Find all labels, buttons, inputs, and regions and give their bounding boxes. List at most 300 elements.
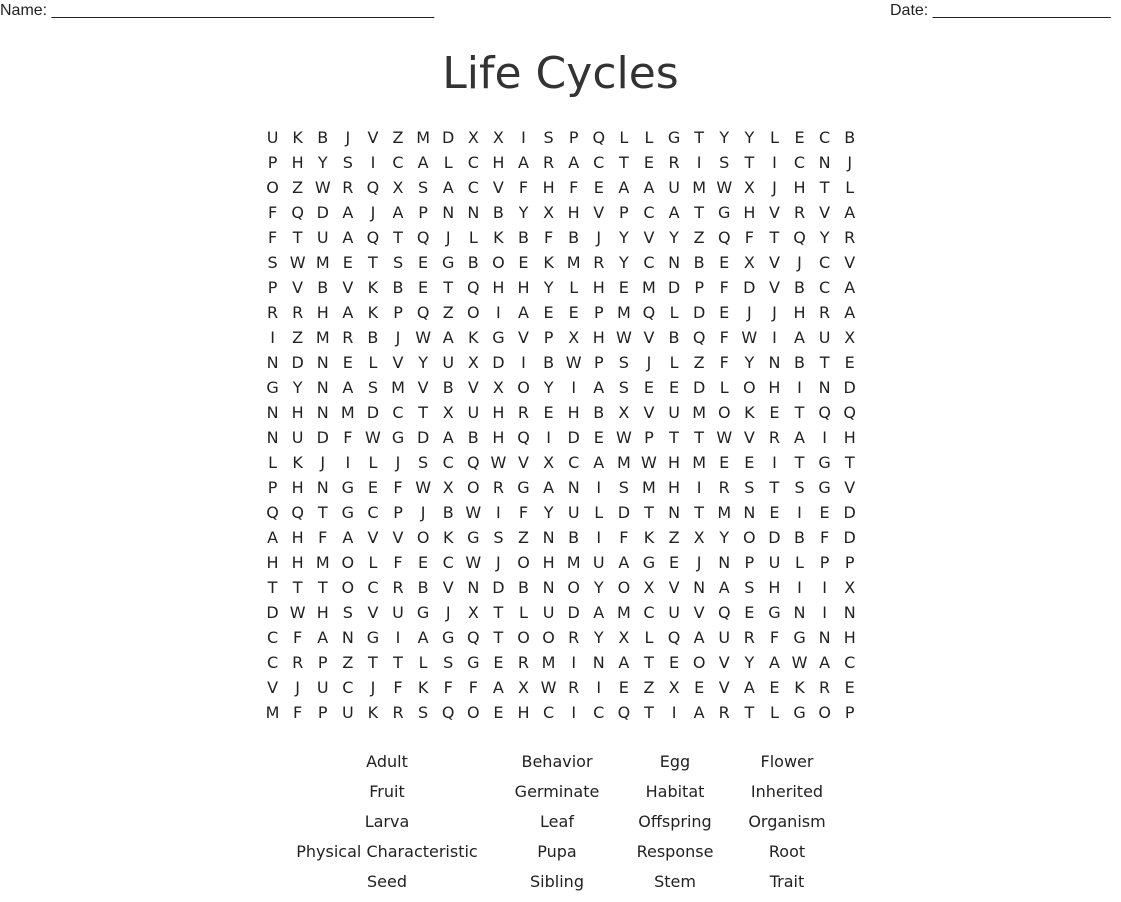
grid-cell[interactable]: B: [467, 253, 479, 272]
grid-cell[interactable]: B: [844, 128, 856, 147]
grid-cell[interactable]: O: [743, 528, 756, 547]
grid-cell[interactable]: D: [492, 578, 505, 597]
grid-cell[interactable]: H: [291, 478, 304, 497]
grid-cell[interactable]: D: [366, 403, 380, 422]
grid-cell[interactable]: U: [467, 403, 480, 422]
grid-cell[interactable]: R: [718, 478, 730, 497]
grid-cell[interactable]: P: [393, 303, 403, 322]
grid-cell[interactable]: J: [445, 603, 451, 622]
grid-cell[interactable]: B: [442, 503, 454, 522]
grid-cell[interactable]: T: [819, 353, 830, 372]
grid-cell[interactable]: H: [542, 178, 555, 197]
grid-cell[interactable]: J: [420, 503, 426, 522]
grid-cell[interactable]: I: [496, 503, 501, 522]
grid-cell[interactable]: Z: [643, 678, 655, 697]
grid-cell[interactable]: R: [568, 628, 580, 647]
grid-cell[interactable]: K: [292, 128, 303, 147]
grid-cell[interactable]: B: [417, 578, 429, 597]
grid-cell[interactable]: T: [618, 153, 629, 172]
grid-cell[interactable]: F: [393, 478, 403, 497]
grid-cell[interactable]: E: [719, 253, 730, 272]
grid-cell[interactable]: A: [668, 203, 680, 222]
grid-cell[interactable]: Y: [719, 528, 730, 547]
grid-cell[interactable]: N: [266, 353, 279, 372]
grid-cell[interactable]: L: [569, 278, 579, 297]
grid-cell[interactable]: X: [442, 478, 454, 497]
grid-cell[interactable]: R: [568, 678, 580, 697]
grid-cell[interactable]: W: [415, 478, 432, 497]
grid-cell[interactable]: E: [543, 303, 554, 322]
grid-cell[interactable]: Q: [467, 278, 480, 297]
grid-cell[interactable]: Y: [719, 128, 730, 147]
grid-cell[interactable]: D: [843, 503, 856, 522]
grid-cell[interactable]: B: [668, 328, 680, 347]
grid-cell[interactable]: A: [267, 528, 279, 547]
grid-cell[interactable]: L: [669, 303, 679, 322]
grid-cell[interactable]: I: [772, 453, 777, 472]
grid-cell[interactable]: S: [744, 578, 755, 597]
grid-cell[interactable]: I: [596, 528, 602, 547]
grid-cell[interactable]: C: [793, 153, 806, 172]
grid-cell[interactable]: J: [797, 253, 802, 272]
grid-cell[interactable]: H: [517, 703, 530, 722]
grid-cell[interactable]: B: [317, 128, 329, 147]
grid-cell[interactable]: K: [493, 228, 504, 247]
grid-cell[interactable]: A: [518, 303, 529, 322]
grid-cell[interactable]: E: [769, 503, 780, 522]
grid-cell[interactable]: E: [668, 553, 680, 572]
grid-cell[interactable]: A: [844, 203, 856, 222]
grid-cell[interactable]: X: [518, 678, 529, 697]
grid-cell[interactable]: D: [843, 378, 856, 397]
grid-cell[interactable]: E: [618, 278, 629, 297]
grid-cell[interactable]: C: [467, 178, 479, 197]
grid-cell[interactable]: U: [392, 603, 404, 622]
grid-cell[interactable]: N: [467, 578, 480, 597]
grid-cell[interactable]: X: [618, 628, 630, 647]
grid-cell[interactable]: O: [717, 403, 731, 422]
grid-cell[interactable]: R: [844, 228, 856, 247]
grid-cell[interactable]: W: [641, 453, 657, 472]
grid-cell[interactable]: R: [266, 303, 279, 322]
grid-cell[interactable]: T: [393, 228, 403, 247]
grid-cell[interactable]: F: [719, 353, 729, 372]
grid-cell[interactable]: R: [819, 678, 831, 697]
grid-cell[interactable]: R: [543, 153, 555, 172]
grid-cell[interactable]: P: [568, 128, 579, 147]
grid-cell[interactable]: I: [546, 428, 551, 447]
grid-cell[interactable]: M: [642, 478, 656, 497]
grid-cell[interactable]: H: [316, 603, 329, 622]
grid-cell[interactable]: T: [368, 653, 378, 672]
grid-cell[interactable]: O: [567, 578, 580, 597]
grid-cell[interactable]: V: [718, 653, 730, 672]
grid-cell[interactable]: Q: [416, 303, 430, 322]
grid-cell[interactable]: P: [393, 503, 403, 522]
grid-cell[interactable]: A: [618, 653, 630, 672]
grid-cell[interactable]: H: [592, 278, 605, 297]
grid-cell[interactable]: B: [794, 353, 805, 372]
grid-cell[interactable]: O: [416, 528, 430, 547]
grid-cell[interactable]: Y: [593, 578, 604, 597]
grid-cell[interactable]: O: [467, 303, 480, 322]
grid-cell[interactable]: E: [719, 303, 730, 322]
grid-cell[interactable]: W: [465, 553, 482, 572]
grid-cell[interactable]: D: [316, 428, 329, 447]
grid-cell[interactable]: K: [794, 678, 805, 697]
grid-cell[interactable]: J: [345, 128, 351, 147]
grid-cell[interactable]: A: [718, 578, 730, 597]
grid-cell[interactable]: W: [415, 328, 432, 347]
grid-cell[interactable]: T: [769, 478, 780, 497]
grid-cell[interactable]: L: [268, 453, 277, 472]
grid-cell[interactable]: A: [844, 303, 856, 322]
grid-cell[interactable]: H: [291, 553, 304, 572]
grid-cell[interactable]: M: [692, 453, 707, 472]
grid-cell[interactable]: M: [616, 453, 631, 472]
grid-cell[interactable]: I: [571, 378, 577, 397]
grid-cell[interactable]: M: [616, 303, 631, 322]
grid-cell[interactable]: M: [315, 328, 330, 347]
grid-cell[interactable]: G: [818, 478, 831, 497]
grid-cell[interactable]: I: [370, 153, 376, 172]
grid-cell[interactable]: D: [316, 203, 329, 222]
grid-cell[interactable]: G: [642, 553, 656, 572]
grid-cell[interactable]: O: [266, 178, 279, 197]
grid-cell[interactable]: R: [492, 478, 504, 497]
grid-cell[interactable]: X: [618, 403, 630, 422]
grid-cell[interactable]: N: [818, 153, 831, 172]
grid-cell[interactable]: T: [769, 228, 780, 247]
grid-cell[interactable]: V: [844, 253, 856, 272]
grid-cell[interactable]: I: [345, 453, 351, 472]
grid-cell[interactable]: P: [819, 553, 830, 572]
grid-cell[interactable]: G: [391, 428, 405, 447]
grid-cell[interactable]: L: [769, 703, 779, 722]
grid-cell[interactable]: L: [594, 503, 604, 522]
grid-cell[interactable]: U: [768, 553, 781, 572]
grid-cell[interactable]: Y: [669, 228, 679, 247]
grid-cell[interactable]: N: [316, 378, 329, 397]
grid-cell[interactable]: D: [617, 503, 631, 522]
grid-cell[interactable]: Q: [717, 228, 731, 247]
grid-cell[interactable]: G: [442, 628, 455, 647]
grid-cell[interactable]: L: [368, 353, 378, 372]
grid-cell[interactable]: T: [292, 578, 303, 597]
grid-cell[interactable]: A: [618, 178, 630, 197]
grid-cell[interactable]: Q: [366, 228, 380, 247]
grid-cell[interactable]: C: [568, 453, 580, 472]
grid-cell[interactable]: A: [317, 628, 329, 647]
grid-cell[interactable]: A: [492, 678, 504, 697]
grid-cell[interactable]: A: [392, 203, 404, 222]
grid-cell[interactable]: E: [694, 678, 705, 697]
grid-cell[interactable]: F: [267, 228, 278, 247]
grid-cell[interactable]: A: [342, 228, 354, 247]
grid-cell[interactable]: N: [843, 603, 856, 622]
grid-cell[interactable]: X: [442, 403, 454, 422]
grid-cell[interactable]: Q: [617, 703, 631, 722]
grid-cell[interactable]: S: [618, 378, 629, 397]
grid-cell[interactable]: G: [517, 478, 530, 497]
grid-cell[interactable]: Y: [418, 353, 428, 372]
grid-cell[interactable]: D: [442, 128, 455, 147]
grid-cell[interactable]: A: [442, 428, 454, 447]
grid-cell[interactable]: D: [743, 278, 756, 297]
grid-cell[interactable]: Q: [441, 703, 455, 722]
grid-cell[interactable]: T: [819, 178, 830, 197]
grid-cell[interactable]: X: [844, 328, 856, 347]
grid-cell[interactable]: Q: [467, 628, 480, 647]
grid-cell[interactable]: A: [643, 178, 655, 197]
grid-cell[interactable]: A: [417, 153, 429, 172]
grid-cell[interactable]: M: [692, 403, 707, 422]
grid-cell[interactable]: V: [643, 328, 655, 347]
grid-cell[interactable]: O: [467, 478, 480, 497]
grid-cell[interactable]: S: [342, 603, 353, 622]
grid-cell[interactable]: L: [443, 153, 453, 172]
grid-cell[interactable]: N: [743, 503, 756, 522]
grid-cell[interactable]: Y: [543, 503, 554, 522]
grid-cell[interactable]: N: [266, 403, 279, 422]
grid-cell[interactable]: C: [392, 153, 404, 172]
grid-cell[interactable]: C: [442, 453, 454, 472]
grid-cell[interactable]: R: [292, 303, 304, 322]
grid-cell[interactable]: G: [366, 628, 380, 647]
grid-cell[interactable]: C: [819, 278, 831, 297]
grid-cell[interactable]: P: [267, 478, 278, 497]
grid-cell[interactable]: G: [793, 703, 806, 722]
grid-cell[interactable]: V: [743, 428, 755, 447]
grid-cell[interactable]: I: [797, 378, 802, 397]
grid-cell[interactable]: I: [797, 503, 802, 522]
grid-cell[interactable]: G: [341, 503, 355, 522]
grid-cell[interactable]: A: [794, 428, 805, 447]
grid-cell[interactable]: N: [316, 478, 329, 497]
grid-cell[interactable]: Q: [266, 503, 279, 522]
grid-cell[interactable]: C: [442, 553, 454, 572]
name-field[interactable]: Name: ___________________________________________: [0, 2, 435, 19]
grid-cell[interactable]: T: [644, 703, 654, 722]
grid-cell[interactable]: T: [267, 578, 278, 597]
grid-cell[interactable]: V: [417, 378, 429, 397]
grid-cell[interactable]: J: [746, 303, 752, 322]
grid-cell[interactable]: L: [644, 628, 654, 647]
grid-cell[interactable]: W: [289, 603, 306, 622]
grid-cell[interactable]: A: [442, 328, 454, 347]
grid-cell[interactable]: W: [365, 428, 381, 447]
grid-cell[interactable]: F: [468, 678, 478, 697]
grid-cell[interactable]: O: [542, 628, 555, 647]
grid-cell[interactable]: E: [643, 153, 654, 172]
grid-cell[interactable]: F: [744, 228, 754, 247]
grid-cell[interactable]: H: [793, 303, 806, 322]
grid-cell[interactable]: Y: [744, 353, 755, 372]
grid-cell[interactable]: R: [517, 403, 530, 422]
grid-cell[interactable]: I: [521, 353, 526, 372]
grid-cell[interactable]: O: [692, 653, 706, 672]
grid-cell[interactable]: V: [643, 228, 655, 247]
grid-cell[interactable]: I: [797, 578, 802, 597]
grid-cell[interactable]: A: [518, 153, 529, 172]
grid-cell[interactable]: T: [669, 428, 679, 447]
grid-cell[interactable]: T: [493, 603, 504, 622]
grid-cell[interactable]: E: [593, 178, 604, 197]
grid-cell[interactable]: U: [668, 403, 680, 422]
grid-cell[interactable]: R: [392, 578, 404, 597]
grid-cell[interactable]: C: [342, 678, 354, 697]
grid-cell[interactable]: F: [569, 178, 579, 197]
grid-cell[interactable]: H: [291, 153, 304, 172]
grid-cell[interactable]: G: [492, 328, 505, 347]
grid-cell[interactable]: U: [316, 678, 329, 697]
grid-cell[interactable]: H: [291, 528, 304, 547]
grid-cell[interactable]: C: [819, 253, 831, 272]
grid-cell[interactable]: F: [343, 428, 353, 447]
grid-cell[interactable]: B: [492, 203, 504, 222]
grid-cell[interactable]: S: [418, 703, 429, 722]
grid-cell[interactable]: B: [693, 253, 705, 272]
grid-cell[interactable]: K: [744, 403, 755, 422]
grid-cell[interactable]: Z: [392, 128, 404, 147]
grid-cell[interactable]: U: [668, 178, 680, 197]
grid-cell[interactable]: G: [793, 628, 806, 647]
grid-cell[interactable]: W: [565, 353, 582, 372]
grid-cell[interactable]: F: [719, 278, 729, 297]
grid-cell[interactable]: E: [819, 503, 830, 522]
grid-cell[interactable]: W: [741, 328, 758, 347]
grid-cell[interactable]: Y: [819, 228, 830, 247]
grid-cell[interactable]: R: [768, 428, 780, 447]
grid-cell[interactable]: R: [392, 703, 404, 722]
grid-cell[interactable]: T: [844, 453, 855, 472]
grid-cell[interactable]: I: [822, 578, 827, 597]
grid-cell[interactable]: L: [619, 128, 629, 147]
grid-cell[interactable]: H: [492, 153, 505, 172]
grid-cell[interactable]: C: [367, 578, 379, 597]
grid-cell[interactable]: E: [342, 353, 353, 372]
grid-cell[interactable]: B: [317, 278, 329, 297]
grid-cell[interactable]: B: [517, 578, 529, 597]
grid-cell[interactable]: B: [593, 403, 605, 422]
grid-cell[interactable]: V: [392, 528, 404, 547]
grid-cell[interactable]: V: [693, 603, 705, 622]
grid-cell[interactable]: U: [718, 628, 731, 647]
grid-cell[interactable]: H: [316, 303, 329, 322]
grid-cell[interactable]: H: [843, 628, 856, 647]
grid-cell[interactable]: E: [844, 353, 855, 372]
grid-cell[interactable]: L: [418, 653, 428, 672]
grid-cell[interactable]: E: [418, 278, 429, 297]
grid-cell[interactable]: M: [315, 553, 330, 572]
grid-cell[interactable]: E: [593, 428, 604, 447]
grid-cell[interactable]: I: [696, 478, 702, 497]
grid-cell[interactable]: L: [644, 128, 654, 147]
grid-cell[interactable]: F: [619, 528, 629, 547]
grid-cell[interactable]: M: [315, 253, 330, 272]
grid-cell[interactable]: T: [443, 278, 454, 297]
grid-cell[interactable]: K: [643, 528, 655, 547]
grid-cell[interactable]: A: [618, 553, 630, 572]
grid-cell[interactable]: S: [392, 253, 404, 272]
grid-cell[interactable]: E: [844, 678, 855, 697]
grid-cell[interactable]: S: [342, 153, 353, 172]
grid-cell[interactable]: V: [392, 353, 404, 372]
grid-cell[interactable]: U: [592, 553, 605, 572]
grid-cell[interactable]: A: [768, 653, 780, 672]
grid-cell[interactable]: V: [768, 203, 780, 222]
grid-cell[interactable]: B: [794, 528, 805, 547]
grid-cell[interactable]: J: [320, 453, 326, 472]
grid-cell[interactable]: M: [265, 703, 280, 722]
grid-cell[interactable]: N: [818, 628, 831, 647]
grid-cell[interactable]: S: [543, 128, 554, 147]
grid-cell[interactable]: K: [442, 528, 454, 547]
grid-cell[interactable]: C: [593, 703, 605, 722]
grid-cell[interactable]: V: [267, 678, 279, 697]
grid-cell[interactable]: F: [719, 328, 729, 347]
grid-cell[interactable]: E: [769, 678, 780, 697]
grid-cell[interactable]: T: [694, 503, 705, 522]
grid-cell[interactable]: V: [492, 178, 504, 197]
grid-cell[interactable]: X: [844, 578, 856, 597]
grid-cell[interactable]: I: [496, 303, 501, 322]
grid-cell[interactable]: D: [567, 603, 580, 622]
grid-cell[interactable]: H: [768, 378, 781, 397]
grid-cell[interactable]: Q: [517, 428, 530, 447]
grid-cell[interactable]: U: [818, 328, 831, 347]
grid-cell[interactable]: K: [367, 278, 379, 297]
grid-cell[interactable]: P: [317, 703, 328, 722]
grid-cell[interactable]: T: [317, 503, 328, 522]
grid-cell[interactable]: F: [318, 528, 328, 547]
grid-cell[interactable]: C: [643, 253, 655, 272]
grid-cell[interactable]: O: [492, 253, 505, 272]
grid-cell[interactable]: P: [744, 553, 755, 572]
grid-cell[interactable]: F: [820, 528, 830, 547]
grid-cell[interactable]: C: [266, 628, 279, 647]
grid-cell[interactable]: J: [370, 678, 376, 697]
grid-cell[interactable]: Q: [692, 328, 706, 347]
grid-cell[interactable]: I: [596, 478, 602, 497]
grid-cell[interactable]: X: [693, 528, 705, 547]
grid-cell[interactable]: E: [493, 703, 504, 722]
grid-cell[interactable]: P: [844, 703, 855, 722]
grid-cell[interactable]: T: [292, 228, 303, 247]
grid-cell[interactable]: Y: [593, 628, 604, 647]
grid-cell[interactable]: I: [822, 603, 827, 622]
grid-cell[interactable]: U: [542, 603, 555, 622]
grid-cell[interactable]: R: [342, 178, 354, 197]
grid-cell[interactable]: H: [517, 278, 530, 297]
grid-cell[interactable]: F: [543, 228, 554, 247]
grid-cell[interactable]: N: [718, 553, 731, 572]
grid-cell[interactable]: A: [568, 153, 580, 172]
grid-cell[interactable]: C: [844, 653, 856, 672]
grid-cell[interactable]: R: [668, 153, 680, 172]
grid-cell[interactable]: V: [643, 403, 655, 422]
grid-cell[interactable]: N: [818, 378, 831, 397]
grid-cell[interactable]: Q: [416, 228, 430, 247]
grid-cell[interactable]: Q: [793, 228, 806, 247]
grid-cell[interactable]: B: [392, 278, 404, 297]
grid-cell[interactable]: V: [367, 528, 379, 547]
grid-cell[interactable]: E: [769, 403, 780, 422]
grid-cell[interactable]: O: [341, 553, 355, 572]
grid-cell[interactable]: V: [342, 278, 354, 297]
grid-cell[interactable]: X: [467, 128, 479, 147]
grid-cell[interactable]: O: [818, 703, 831, 722]
